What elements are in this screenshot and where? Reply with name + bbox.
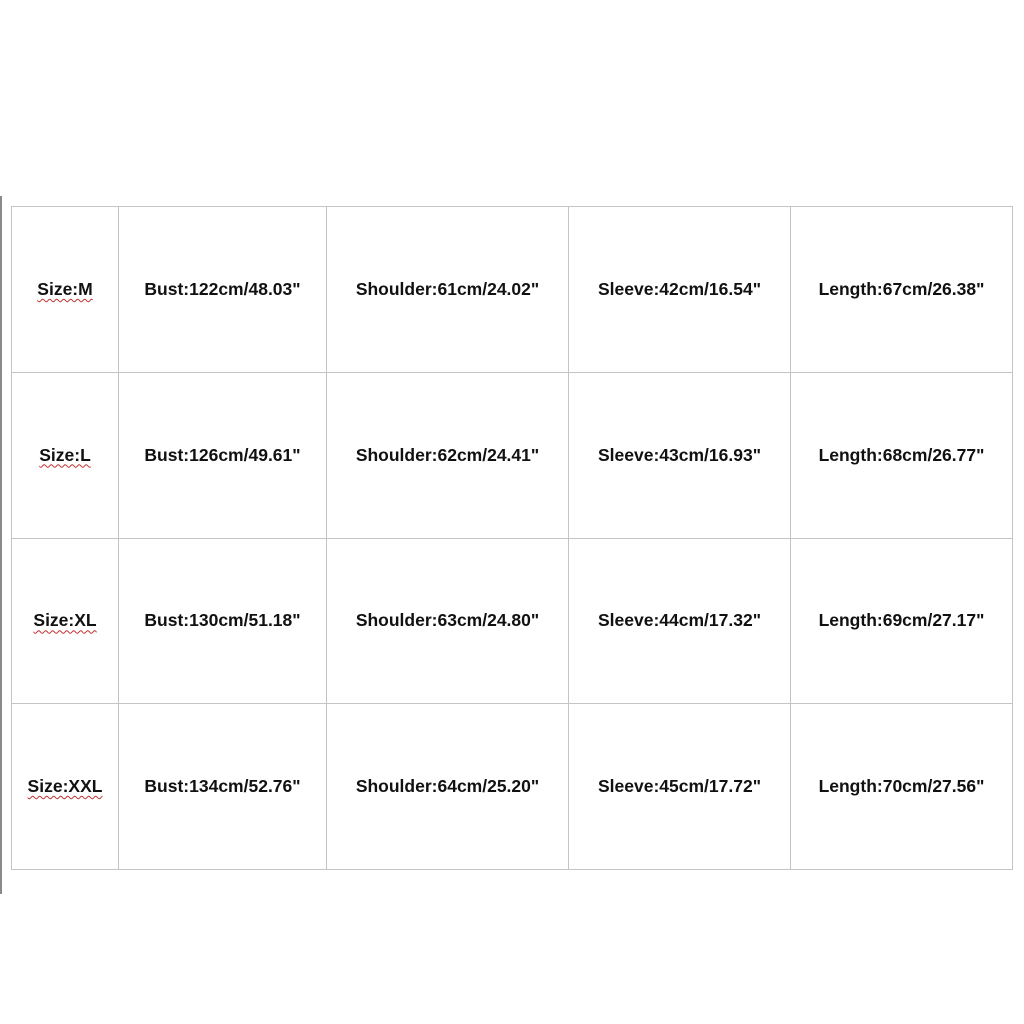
length-cell: Length:70cm/27.56" (791, 704, 1013, 870)
table-row (12, 538, 1013, 704)
size-cell (12, 207, 119, 373)
shoulder-cell: Shoulder:61cm/24.02" (327, 207, 569, 373)
size-label: Size:L (39, 444, 91, 465)
sleeve-cell: Sleeve:42cm/16.54" (569, 207, 791, 373)
bust-cell: Bust:122cm/48.03" (119, 207, 327, 373)
length-cell: Length:68cm/26.77" (791, 372, 1013, 538)
size-label: Size:M (37, 278, 93, 299)
size-chart-table (11, 206, 1013, 870)
length-cell: Length:67cm/26.38" (791, 207, 1013, 373)
size-label: Size:XXL (27, 776, 103, 797)
size-cell (12, 704, 119, 870)
shoulder-cell: Shoulder:63cm/24.80" (327, 538, 569, 704)
table-row (12, 704, 1013, 870)
sleeve-cell: Sleeve:43cm/16.93" (569, 372, 791, 538)
table-row (12, 207, 1013, 373)
bust-cell: Bust:126cm/49.61" (119, 372, 327, 538)
bust-cell: Bust:134cm/52.76" (119, 704, 327, 870)
shoulder-cell: Shoulder:62cm/24.41" (327, 372, 569, 538)
shoulder-cell: Shoulder:64cm/25.20" (327, 704, 569, 870)
length-cell: Length:69cm/27.17" (791, 538, 1013, 704)
bust-cell: Bust:130cm/51.18" (119, 538, 327, 704)
size-cell (12, 372, 119, 538)
sleeve-cell: Sleeve:45cm/17.72" (569, 704, 791, 870)
size-cell (12, 538, 119, 704)
sleeve-cell: Sleeve:44cm/17.32" (569, 538, 791, 704)
size-label: Size:XL (33, 610, 97, 631)
left-border-line (0, 196, 2, 894)
table-row (12, 372, 1013, 538)
